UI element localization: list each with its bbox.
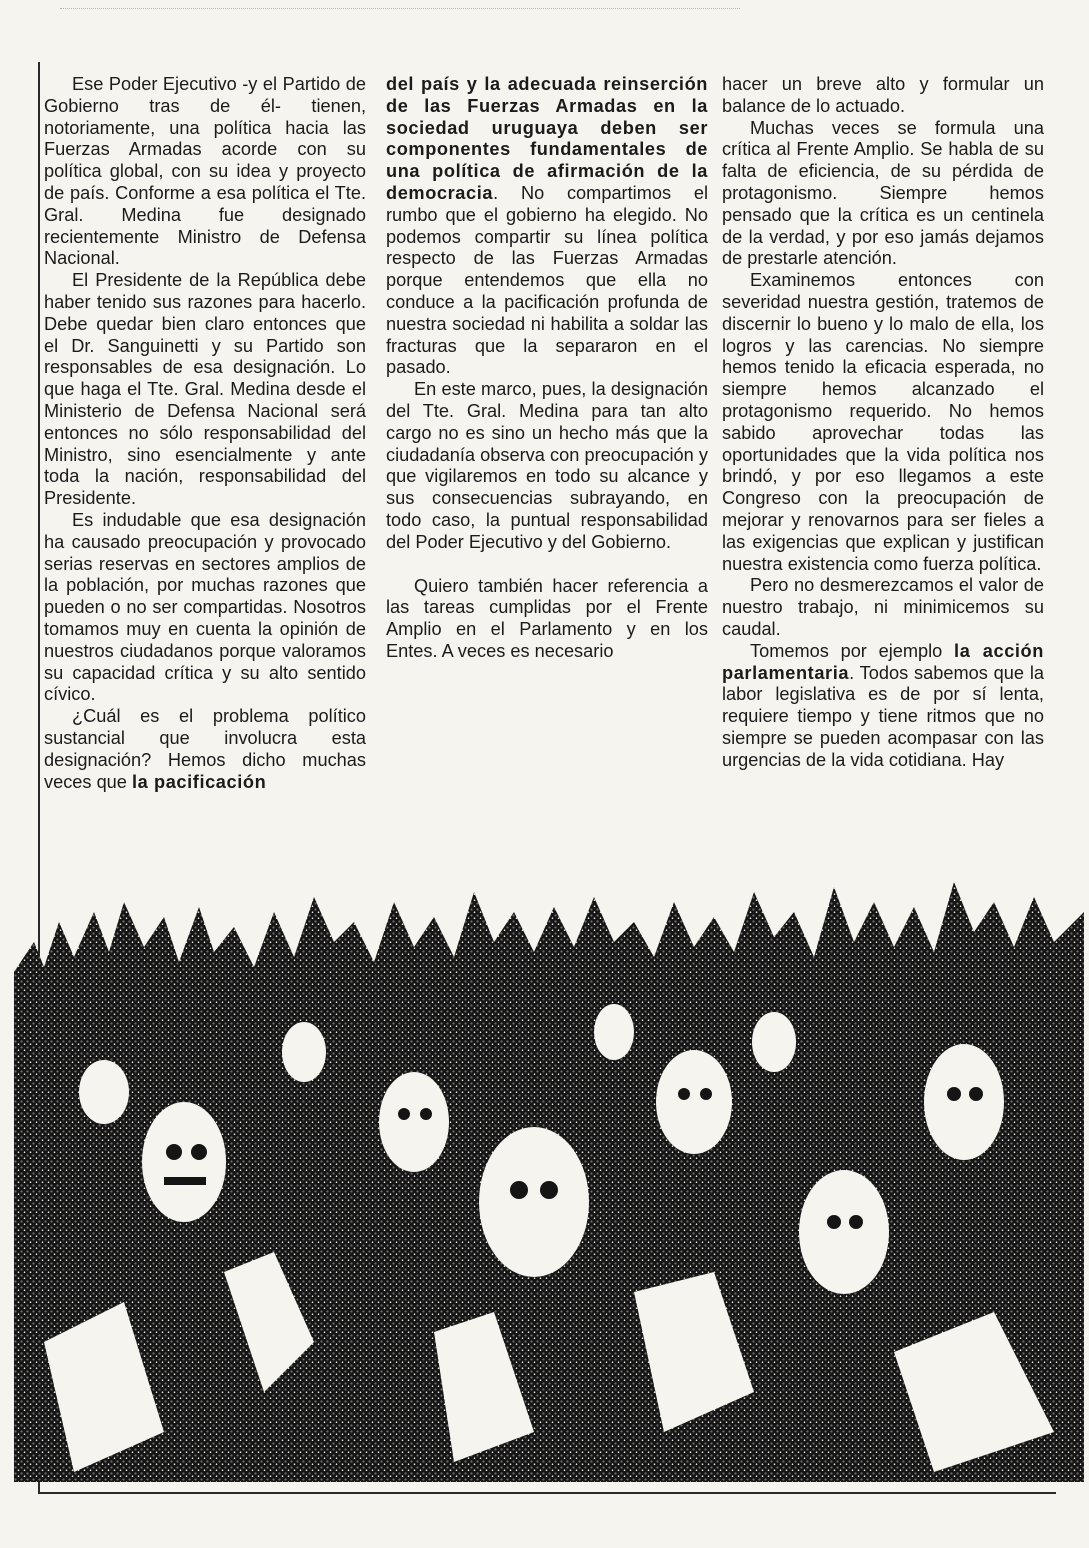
crowd-photo xyxy=(14,872,1084,1482)
bold-phrase: del país y la adecuada reinserción de las Fuerzas Armadas en la sociedad uruguaya deben ser componentes fundamentales de una política de afirmación de la democracia xyxy=(386,74,708,203)
paragraph-text: Tomemos por ejemplo xyxy=(750,640,955,661)
text-column-2 xyxy=(386,74,708,663)
paragraph: Ese Poder Ejecutivo -y el Partido de Gobierno tras de él- tienen, notoriamente, una política hacia las Fuerzas Armadas acorde con su política global, con su idea y proyecto de país. Conforme a esa política el Tte. Gral. Medina fue designado recientemente Ministro de Defensa Nacional. xyxy=(44,74,366,269)
paragraph-text: ¿Cuál es el problema político sustancial que involucra esta designación? Hemos dicho muchas veces que xyxy=(44,706,366,792)
text-column-1 xyxy=(44,74,366,793)
paragraph: Pero no desmerezcamos el valor de nuestro trabajo, ni minimicemos su caudal. xyxy=(722,575,1044,639)
paragraph: hacer un breve alto y formular un balance de lo actuado. xyxy=(722,74,1044,116)
paragraph-text: . No compartimos el rumbo que el gobierno ha elegido. No podemos compartir su línea política respecto de las Fuerzas Armadas porque entendemos que ella no conduce a la pacificación profunda de nuestra sociedad ni habilita a soldar las fracturas que la separaron en el pasado. xyxy=(386,182,708,378)
bold-phrase: la pacificación xyxy=(131,771,267,792)
paragraph xyxy=(386,74,708,379)
paragraph: En este marco, pues, la designación del Tte. Gral. Medina para tan alto cargo no es sino un hecho más que la ciudadanía observa con preocupación y que vigilaremos en todo su alcance y sus consecuencias subrayando, en todo caso, la puntual responsabilidad del Poder Ejecutivo y del Gobierno. xyxy=(386,379,708,552)
paragraph: Quiero también hacer referencia a las tareas cumplidas por el Frente Amplio en el Parlamento y en los Entes. A veces es necesario xyxy=(386,575,708,661)
paragraph xyxy=(44,706,366,793)
paragraph: Examinemos entonces con severidad nuestra gestión, tratemos de discernir lo bueno y lo malo de ella, los logros y las carencias. No siempre hemos tenido la eficacia esperada, no siempre hemos alcanzado el protagonismo requerido. No hemos sabido aprovechar todas las oportunidades que la vida política nos brindó, y por eso llegamos a este Congreso con la preocupación de mejorar y renovarnos para ser fieles a las exigencias que explican y justifican nuestra existencia como fuerza política. xyxy=(722,270,1044,574)
paragraph-text: . Todos sabemos que la labor legislativa es de por sí lenta, requiere tiempo y tiene ritmos que no siempre se pueden acompasar con las urgencias de la vida cotidiana. Hay xyxy=(722,662,1044,770)
paragraph: Muchas veces se formula una crítica al Frente Amplio. Se habla de su falta de eficiencia, de su pérdida de protagonismo. Siempre hemos pensado que la crítica es un centinela de la verdad, y por eso jamás dejamos de prestarle atención. xyxy=(722,117,1044,269)
text-column-3 xyxy=(722,74,1044,772)
paragraph: El Presidente de la República debe haber tenido sus razones para hacerlo. Debe quedar bien claro entonces que el Dr. Sanguinetti y su Partido son responsables de esa designación. Lo que haga el Tte. Gral. Medina desde el Ministerio de Defensa Nacional será entonces no sólo responsabilidad del Ministro, sino esencialmente y ante toda la nación, responsabilidad del Presidente. xyxy=(44,270,366,509)
bold-phrase: la acción parlamentaria xyxy=(722,640,1044,683)
scan-edge-noise xyxy=(60,8,740,15)
paragraph xyxy=(722,641,1044,772)
paragraph: Es indudable que esa designación ha causado preocupación y provocado serias reservas en sectores amplios de la población, por muchas razones que pueden o no ser compartidas. Nosotros tomamos muy en cuenta la opinión de nuestros ciudadanos porque valoramos su capacidad crítica y su alto sentido cívico. xyxy=(44,509,366,705)
crowd-photo-graphic xyxy=(14,872,1084,1482)
